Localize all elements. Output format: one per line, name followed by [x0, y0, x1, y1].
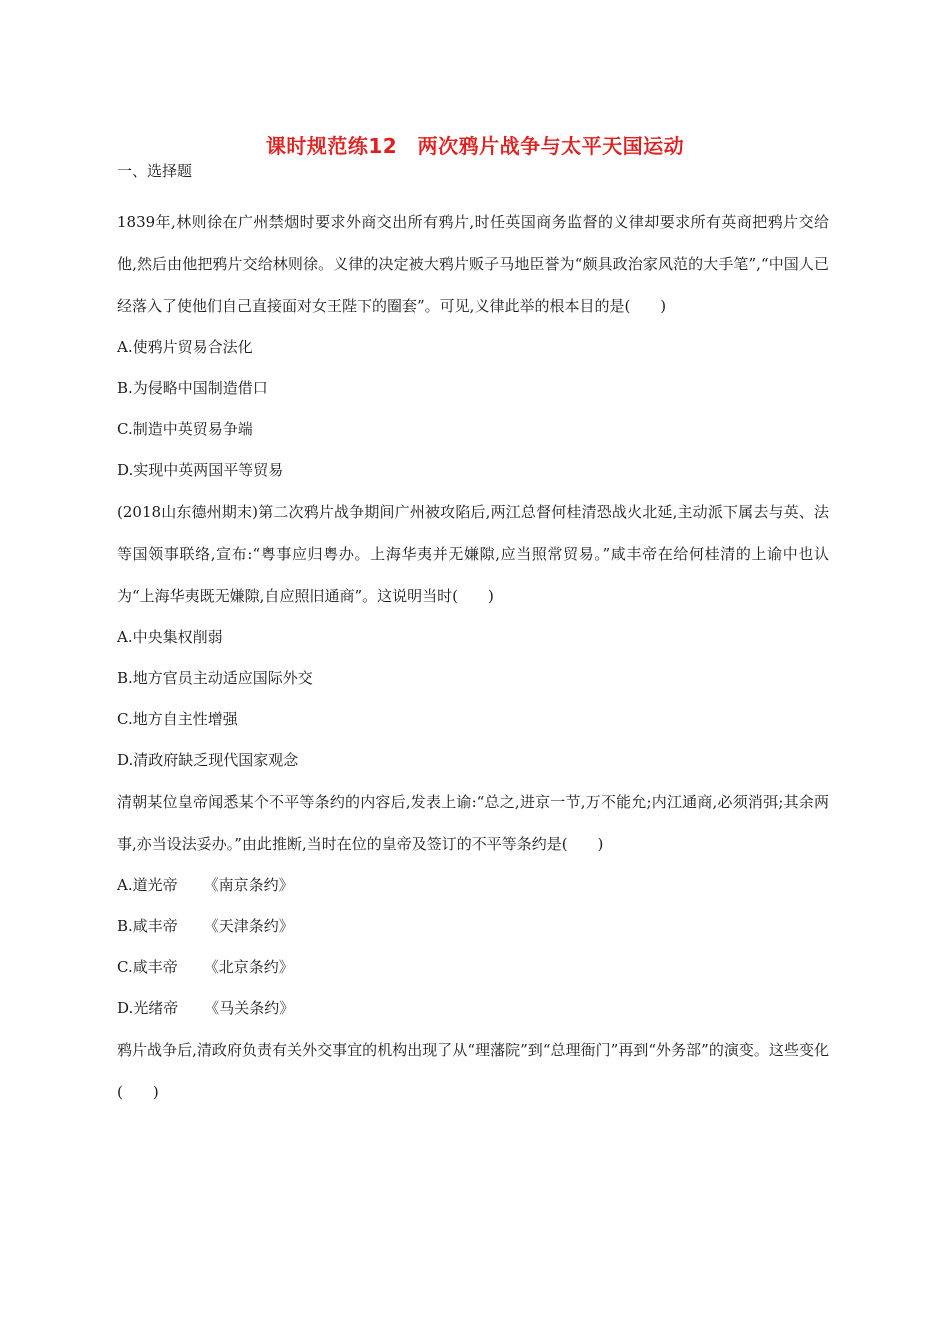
option-treaty: 《天津条约》	[203, 917, 294, 935]
question-1-option-d: D.实现中英两国平等贸易	[117, 461, 284, 479]
question-1-option-c: C.制造中英贸易争端	[117, 420, 253, 438]
question-2	[117, 491, 829, 781]
section-heading: 一、选择题	[117, 162, 193, 180]
question-2-stem: (2018山东德州期末)第二次鸦片战争期间广州被攻陷后,两江总督何桂清恐战火北延,主动派下属去与英、法等国领事联络,宣布:“粤事应归粤办。上海华夷并无嫌隙,应当照常贸易。”咸丰帝在给何桂清的上谕中也认为“上海华夷既无嫌隙,自应照旧通商”。这说明当时( )	[117, 503, 829, 605]
question-3-option-b	[117, 906, 829, 947]
option-emperor: A.道光帝	[117, 876, 178, 894]
question-4	[117, 1029, 829, 1113]
option-treaty: 《马关条约》	[204, 999, 295, 1017]
option-emperor: D.光绪帝	[117, 999, 179, 1017]
option-treaty: 《北京条约》	[203, 958, 294, 976]
question-1-stem: 1839年,林则徐在广州禁烟时要求外商交出所有鸦片,时任英国商务监督的义律却要求所有英商把鸦片交给他,然后由他把鸦片交给林则徐。义律的决定被大鸦片贩子马地臣誉为“颇具政治家风范的大手笔”,“中国人已经落入了使他们自己直接面对女王陛下的圈套”。可见,义律此举的根本目的是( )	[117, 213, 829, 315]
option-emperor: B.咸丰帝	[117, 917, 178, 935]
question-3-stem: 清朝某位皇帝闻悉某个不平等条约的内容后,发表上谕:“总之,进京一节,万不能允;内江通商,必须消弭;其余两事,亦当设法妥办。”由此推断,当时在位的皇帝及签订的不平等条约是( )	[117, 793, 829, 853]
question-2-option-b: B.地方官员主动适应国际外交	[117, 669, 313, 687]
question-2-option-a: A.中央集权削弱	[117, 628, 223, 646]
question-1	[117, 201, 829, 491]
question-2-option-d: D.清政府缺乏现代国家观念	[117, 751, 299, 769]
question-3	[117, 781, 829, 1029]
question-3-option-d	[117, 988, 829, 1029]
question-1-option-a: A.使鸦片贸易合法化	[117, 338, 253, 356]
option-emperor: C.咸丰帝	[117, 958, 178, 976]
question-1-option-b: B.为侵略中国制造借口	[117, 379, 268, 397]
question-3-option-c	[117, 947, 829, 988]
question-2-option-c: C.地方自主性增强	[117, 710, 238, 728]
question-3-option-a	[117, 865, 829, 906]
question-4-stem: 鸦片战争后,清政府负责有关外交事宜的机构出现了从“理藩院”到“总理衙门”再到“外务部”的演变。这些变化( )	[117, 1041, 829, 1101]
question-list	[117, 201, 829, 1113]
option-treaty: 《南京条约》	[203, 876, 294, 894]
page-title: 课时规范练12 两次鸦片战争与太平天国运动	[265, 134, 685, 158]
